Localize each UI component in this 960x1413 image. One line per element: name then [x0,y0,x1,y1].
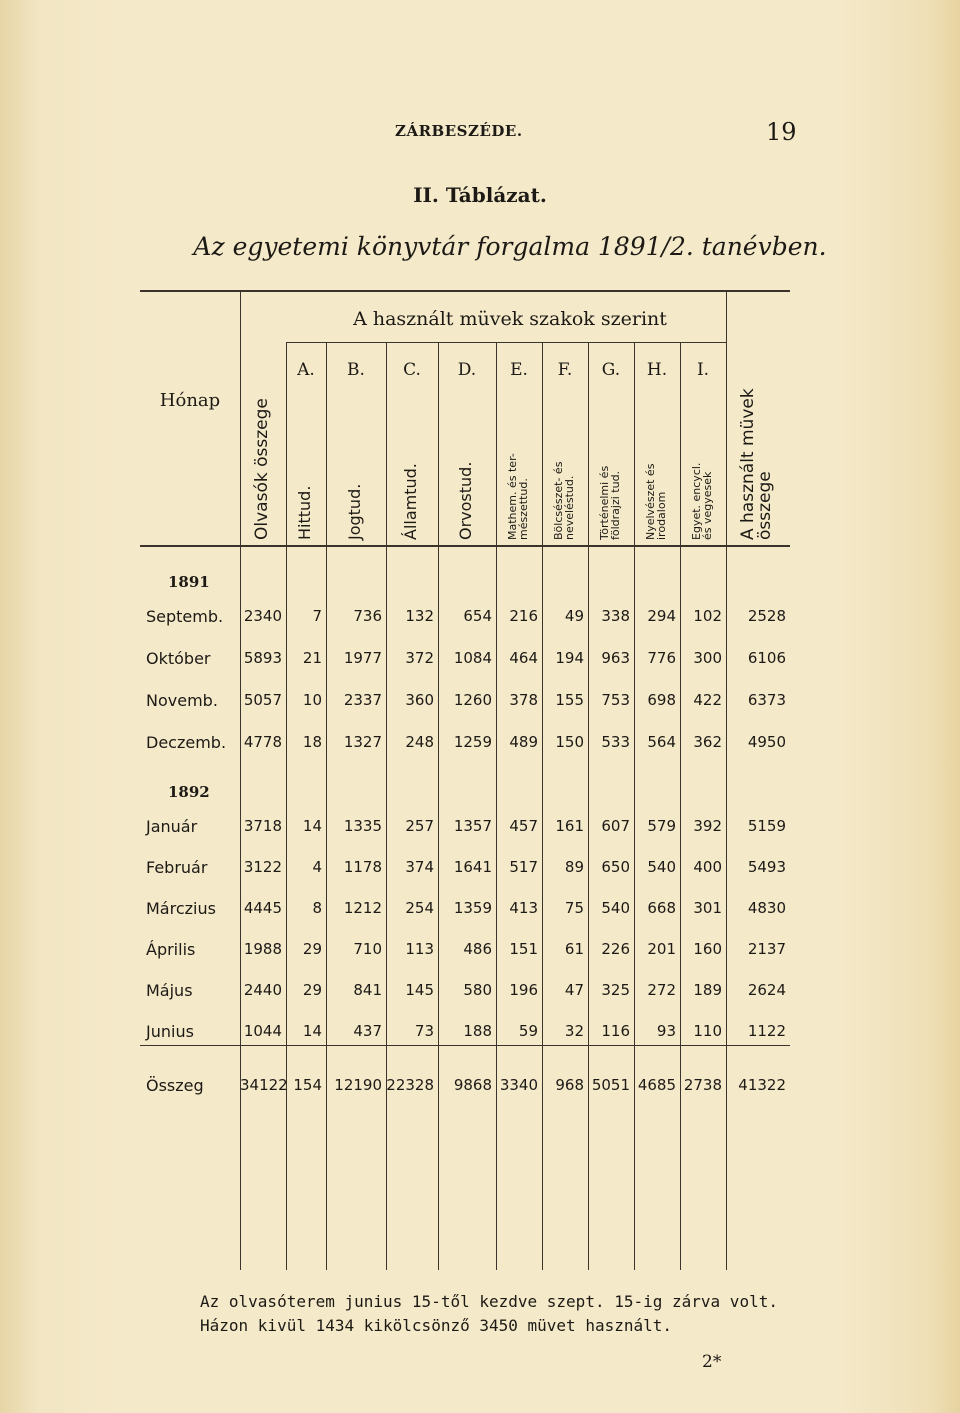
month-label: Január [146,817,198,836]
table-cell: 5051 [591,1076,630,1094]
subject-header-line: földrajzi tud. [609,470,622,540]
subject-header-line: Orvostud. [456,461,475,540]
table-cell: 300 [693,649,722,667]
table-cell: 1641 [453,858,492,876]
subject-letter: C. [403,360,421,380]
table-cell: 325 [601,981,630,999]
table-cell: 9868 [453,1076,492,1094]
signature-mark: 2* [702,1352,722,1372]
table-cell: 2738 [683,1076,722,1094]
month-header: Hónap [159,390,221,411]
table-cell: 47 [564,981,584,999]
table-cell: 257 [405,817,434,835]
readers-header-line: Olvasók összege [251,398,272,540]
table-cell: 1259 [453,733,492,751]
table-cell: 2137 [747,940,786,958]
table-cell: 301 [693,899,722,917]
footer-line-2: Házon kivül 1434 kikölcsönző 3450 müvet használt. [200,1316,673,1335]
subject-header-line: neveléstud. [563,475,576,540]
table-cell: 1359 [453,899,492,917]
table-cell: 4445 [243,899,282,917]
subject-header [496,385,542,540]
table-cell: 14 [302,1022,322,1040]
subject-header-line: Mathem. és ter- [506,453,519,540]
footer-note [200,1290,820,1338]
table-cell: 374 [405,858,434,876]
table-cell: 3718 [243,817,282,835]
page-number: 19 [766,118,797,146]
table-row [140,1022,790,1050]
table-cell: 437 [353,1022,382,1040]
subject-letter: E. [510,360,528,380]
subject-letter: H. [646,360,668,380]
table-cell: 194 [555,649,584,667]
table-cell: 61 [564,940,584,958]
table-cell: 464 [509,649,538,667]
table-cell: 29 [302,940,322,958]
subject-letter: D. [457,360,477,380]
table-cell: 294 [647,607,676,625]
table-cell: 1178 [343,858,382,876]
subject-header-line: irodalom [655,491,668,540]
subject-header-line: Hittud. [295,485,314,540]
table-cell: 4778 [243,733,282,751]
table-row [140,858,790,886]
table-cell: 486 [463,940,492,958]
total-header [726,385,790,540]
table-cell: 113 [405,940,434,958]
subject-letter: G. [601,360,621,380]
table-cell: 1977 [343,649,382,667]
table-cell: 1988 [243,940,282,958]
subject-header-line: Történelmi és [598,465,611,540]
month-label: Február [146,858,208,877]
table-cell: 201 [647,940,676,958]
table-row [140,733,790,761]
table-cell: 73 [414,1022,434,1040]
table-cell: 533 [601,733,630,751]
subject-letter: I. [696,360,710,380]
table-cell: 698 [647,691,676,709]
table-cell: 102 [693,607,722,625]
subject-header [680,385,726,540]
group-title-rule [286,342,726,343]
table-cell: 151 [509,940,538,958]
subject-header [438,385,496,540]
table-cell: 110 [693,1022,722,1040]
table-cell: 1335 [343,817,382,835]
table-cell: 338 [601,607,630,625]
table-cell: 654 [463,607,492,625]
subject-letter: B. [347,360,365,380]
table-cell: 22328 [386,1076,434,1094]
subject-header-line: Jogtud. [345,483,364,540]
total-row [140,1076,790,1104]
table-cell: 489 [509,733,538,751]
table-cell: 378 [509,691,538,709]
table-cell: 372 [405,649,434,667]
table-cell: 75 [564,899,584,917]
year-1891: 1891 [168,573,210,591]
table-cell: 4 [312,858,322,876]
month-label: Deczemb. [146,733,227,752]
table-row [140,607,790,635]
table-cell: 49 [564,607,584,625]
table-cell: 5057 [243,691,282,709]
table-cell: 34122 [240,1076,288,1094]
table-cell: 710 [353,940,382,958]
subject-letter: A. [297,360,315,380]
table-cell: 272 [647,981,676,999]
table-cell: 4950 [747,733,786,751]
table-cell: 2440 [243,981,282,999]
subject-header-line: és vegyesek [701,471,714,540]
table-cell: 3122 [243,858,282,876]
month-label: Október [146,649,211,668]
footer-line-1: Az olvasóterem junius 15-től kezdve szept. 15-ig zárva volt. [200,1292,778,1311]
table-cell: 968 [555,1076,584,1094]
table-cell: 8 [312,899,322,917]
table-cell: 5893 [243,649,282,667]
table-cell: 6106 [747,649,786,667]
table-cell: 248 [405,733,434,751]
table-cell: 59 [518,1022,538,1040]
table-cell: 580 [463,981,492,999]
table-cell: 93 [656,1022,676,1040]
subject-letter: F. [557,360,573,380]
table-row [140,691,790,719]
running-title: ZÁRBESZÉDE. [395,122,523,140]
table-cell: 116 [601,1022,630,1040]
table-cell: 254 [405,899,434,917]
table-cell: 1260 [453,691,492,709]
table-cell: 1122 [747,1022,786,1040]
table-cell: 196 [509,981,538,999]
section-heading: II. Táblázat. [413,183,547,207]
table-cell: 145 [405,981,434,999]
table-cell: 753 [601,691,630,709]
subject-header [286,385,326,540]
table-cell: 7 [312,607,322,625]
month-label: Május [146,981,193,1000]
table-cell: 1044 [243,1022,282,1040]
table-cell: 5159 [747,817,786,835]
month-label: Április [146,940,196,959]
table-cell: 160 [693,940,722,958]
table-row [140,817,790,845]
table-cell: 392 [693,817,722,835]
table-cell: 540 [601,899,630,917]
table-cell: 6373 [747,691,786,709]
table-cell: 89 [564,858,584,876]
total-header-line: összege [755,471,775,540]
month-label: Összeg [146,1076,204,1095]
total-header-line: A használt müvek [738,388,758,540]
table-cell: 650 [601,858,630,876]
table-cell: 2624 [747,981,786,999]
table-caption: Az egyetemi könyvtár forgalma 1891/2. tanévben. [193,232,827,261]
group-title: A használt müvek szakok szerint [353,308,667,330]
subject-header [542,385,588,540]
table-cell: 540 [647,858,676,876]
table-cell: 161 [555,817,584,835]
table-row [140,981,790,1009]
table-cell: 413 [509,899,538,917]
subject-header [588,385,634,540]
table-row [140,649,790,677]
table-cell: 360 [405,691,434,709]
table-cell: 362 [693,733,722,751]
table-row [140,899,790,927]
table-cell: 41322 [738,1076,786,1094]
table-cell: 18 [302,733,322,751]
month-label: Junius [146,1022,194,1041]
table-cell: 607 [601,817,630,835]
table-cell: 1084 [453,649,492,667]
table-cell: 2528 [747,607,786,625]
table-cell: 29 [302,981,322,999]
table-cell: 564 [647,733,676,751]
subject-header-line: Nyelvészet és [644,463,657,540]
table-cell: 226 [601,940,630,958]
table-row [140,940,790,968]
table-cell: 668 [647,899,676,917]
subject-header-line: mészettud. [517,478,530,540]
table-cell: 154 [293,1076,322,1094]
table-cell: 12190 [334,1076,382,1094]
table-cell: 4830 [747,899,786,917]
table-cell: 736 [353,607,382,625]
month-label: Novemb. [146,691,218,710]
table-cell: 32 [564,1022,584,1040]
subject-header [634,385,680,540]
table-cell: 422 [693,691,722,709]
table-cell: 517 [509,858,538,876]
table-cell: 1357 [453,817,492,835]
header-bottom-rule [140,545,790,547]
table-cell: 216 [509,607,538,625]
table-cell: 1212 [343,899,382,917]
month-label: Márczius [146,899,216,918]
table-cell: 5493 [747,858,786,876]
running-head [0,118,960,148]
subject-header [386,385,438,540]
library-traffic-table [140,290,790,1270]
table-cell: 841 [353,981,382,999]
subject-header-line: Államtud. [401,463,420,540]
table-cell: 2340 [243,607,282,625]
subject-header-line: Bölcsészet- és [552,461,565,540]
table-cell: 150 [555,733,584,751]
table-cell: 457 [509,817,538,835]
subject-header [326,385,386,540]
table-cell: 776 [647,649,676,667]
table-cell: 132 [405,607,434,625]
table-cell: 400 [693,858,722,876]
table-cell: 189 [693,981,722,999]
table-cell: 14 [302,817,322,835]
table-cell: 579 [647,817,676,835]
table-cell: 10 [302,691,322,709]
subject-header-line: Egyet. encycl. [690,462,703,540]
table-cell: 4685 [637,1076,676,1094]
table-cell: 1327 [343,733,382,751]
month-label: Septemb. [146,607,224,626]
table-cell: 21 [302,649,322,667]
table-cell: 155 [555,691,584,709]
table-cell: 963 [601,649,630,667]
table-cell: 188 [463,1022,492,1040]
table-cell: 3340 [499,1076,538,1094]
table-top-rule [140,290,790,292]
table-cell: 2337 [343,691,382,709]
readers-header [240,385,286,540]
year-1892: 1892 [168,783,210,801]
